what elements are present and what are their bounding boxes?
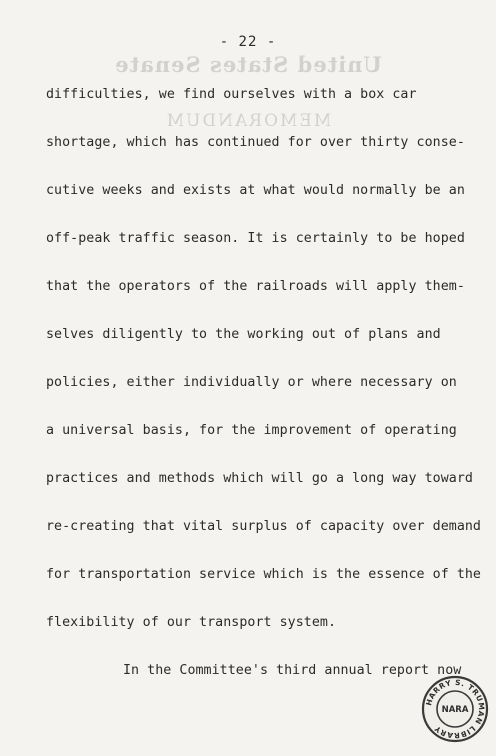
text-line-6: selves diligently to the working out of plans and (46, 327, 441, 342)
letterhead-bleed-senate: United States Senate (114, 52, 382, 77)
text-line-9: practices and methods which will go a long way toward (46, 471, 473, 486)
text-line-1: difficulties, we find ourselves with a box car (46, 87, 417, 102)
text-line-10: re-creating that vital surplus of capacity over demand (46, 519, 481, 534)
text-line-3: cutive weeks and exists at what would normally be an (46, 183, 465, 198)
stamp-ring-text: HARRY S. TRUMAN LIBRARY (424, 677, 487, 741)
text-line-13: In the Committee's third annual report now (123, 663, 462, 678)
text-line-4: off-peak traffic season. It is certainly to be hoped (46, 231, 465, 246)
text-line-8: a universal basis, for the improvement of operating (46, 423, 457, 438)
text-line-2: shortage, which has continued for over thirty conse- (46, 135, 465, 150)
text-line-11: for transportation service which is the essence of the (46, 567, 481, 582)
page-number: - 22 - (219, 34, 277, 50)
letterhead-bleed-memorandum: MEMORANDUM (164, 111, 332, 131)
truman-library-stamp (420, 674, 490, 744)
text-line-12: flexibility of our transport system. (46, 615, 336, 630)
text-line-7: policies, either individually or where necessary on (46, 375, 457, 390)
stamp-center-text: NARA (441, 705, 469, 715)
text-line-5: that the operators of the railroads will apply them- (46, 279, 465, 294)
